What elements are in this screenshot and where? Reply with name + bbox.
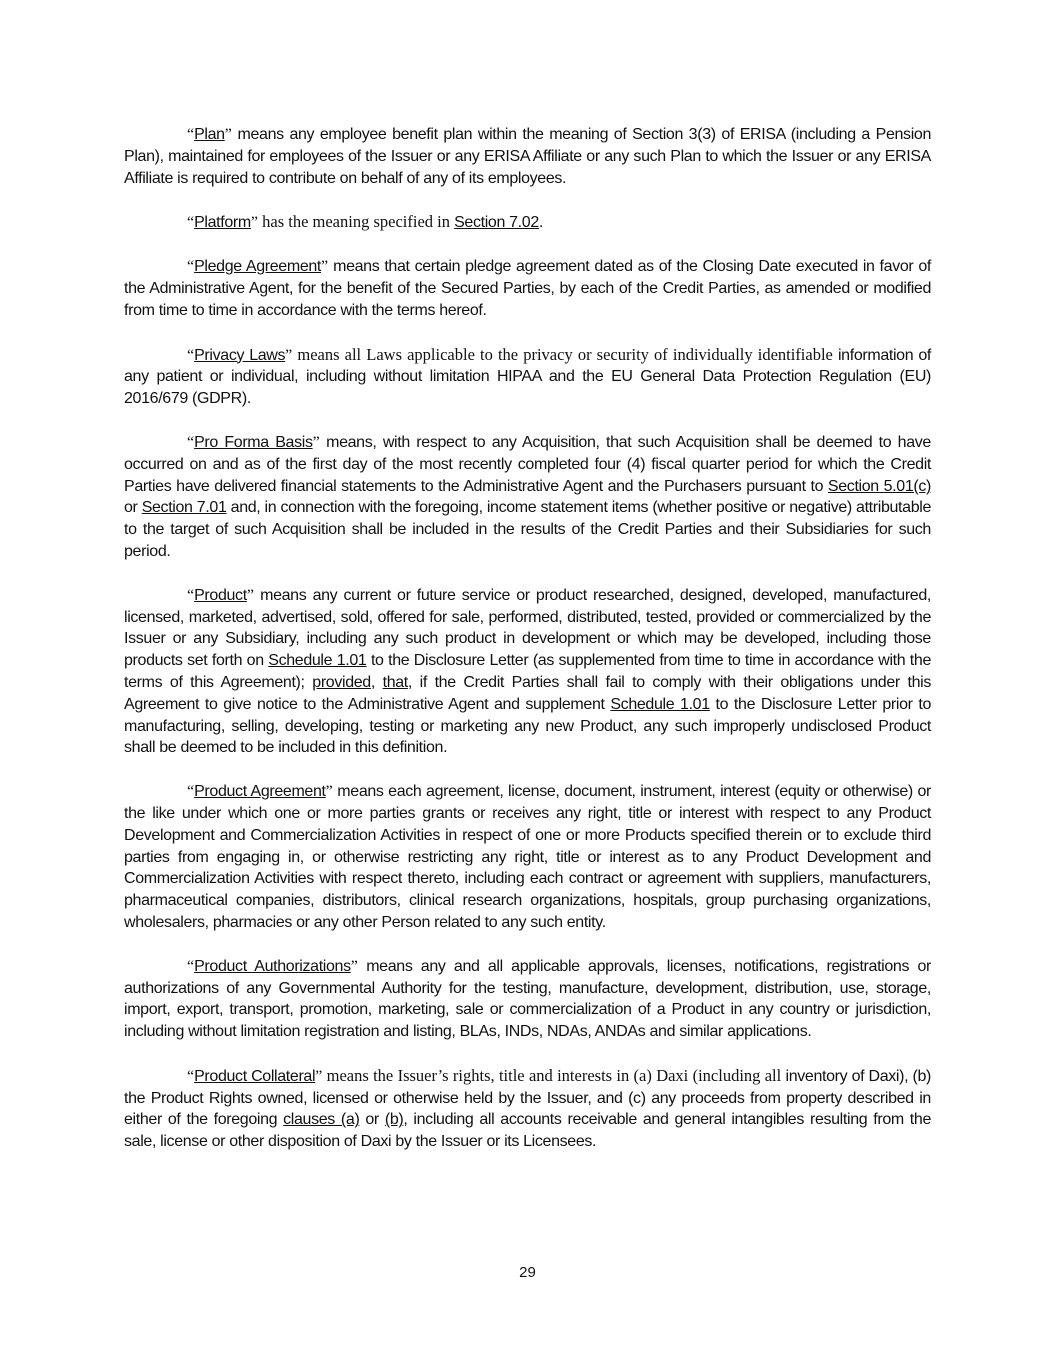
defined-term: Product Collateral (194, 1067, 316, 1085)
page-number: 29 (519, 1264, 536, 1281)
definition-text: means any current or future service or product researched, designed, developed, manufactured, licensed, marketed, advertised, sold, offered for sale, performed, distributed, tested, provided or commercialized by the Issuer or any Subsidiary, including any such product in development or which may be developed, including those products set forth on (124, 586, 931, 670)
defined-term: Product Authorizations (194, 957, 351, 975)
document-page (124, 124, 931, 1175)
open-quote: “ (187, 258, 195, 276)
definition-text: to the Disclosure Letter (as supplemented from time to time in accordance with the terms of this Agreement); (124, 652, 931, 691)
cross-reference: Section 7.01 (141, 499, 227, 517)
close-quote: ” (315, 1067, 323, 1085)
defined-term: Plan (194, 126, 225, 143)
defined-term: Privacy Laws (194, 346, 286, 364)
definition-text: and, in connection with the foregoing, income statement items (whether positive or negative) attributable to the target of such Acquisition shall be included in the results of the Credit Parties and their Subsidiaries for such period. (124, 499, 931, 560)
definition-text: inventory of Daxi), (b) the Product Rights owned, licensed or otherwise held by the Issuer, and (c) any proceeds from property described in either of the foregoing (124, 1067, 932, 1129)
definition-text: means that certain pledge agreement dated as of the Closing Date executed in favor of the Administrative Agent, for the benefit of the Secured Parties, by each of the Credit Parties, as amended or modified from time to time in accordance with the terms hereof. (124, 258, 931, 319)
close-quote: ” (321, 258, 329, 276)
definition-product-agreement (124, 781, 931, 934)
defined-term: Pledge Agreement (194, 258, 322, 276)
close-quote: ” (250, 214, 258, 232)
definition-pro-forma-basis (124, 432, 931, 563)
definition-text: has the meaning specified in (258, 212, 455, 232)
definition-text: . (538, 214, 543, 232)
cross-reference: Section 5.01(c) (827, 477, 931, 495)
definition-text: means all Laws applicable to the privacy or security of individually identifiable (292, 344, 833, 364)
definition-platform (124, 211, 931, 234)
cross-reference: that (382, 673, 408, 691)
open-quote: “ (187, 126, 195, 143)
definition-text: , if the Credit Parties shall fail to comply with their obligations under this Agreement to give notice to the Administrative Agent and supplement (124, 673, 931, 713)
close-quote: ” (224, 126, 232, 143)
close-quote: ” (312, 433, 320, 451)
close-quote: ” (285, 346, 293, 364)
close-quote: ” (246, 586, 254, 604)
cross-reference: Schedule 1.01 (610, 695, 710, 713)
defined-term: Product Agreement (194, 783, 326, 801)
defined-term: Platform (194, 214, 251, 232)
definition-product-authorizations (124, 956, 931, 1043)
definition-text: means each agreement, license, document, instrument, interest (equity or otherwise) or the like under which one or more parties grants or receives any right, title or interest with respect to any Product Development and Commercialization Activities in respect of one or more Products specified therein or to exclude third parties from engaging in, or otherwise restricting any right, title or interest as to any Product Development and Commercialization Activities with respect thereto, including each contract or agreement with suppliers, manufacturers, pharmaceutical companies, distributors, clinical research organizations, hospitals, group purchasing organizations, wholesalers, pharmacies or any other Person related to any such entity. (124, 783, 931, 931)
definition-privacy-laws (124, 344, 931, 410)
definition-text: means, with respect to any Acquisition, that such Acquisition shall be deemed to have occurred on and as of the first day of the most recently completed four (4) fiscal quarter period for which the Credit Parties have delivered financial statements to the Administrative Agent and the Purchasers pursuant to (124, 433, 931, 495)
defined-term: Pro Forma Basis (194, 433, 313, 451)
open-quote: “ (187, 346, 195, 364)
definition-plan (124, 124, 931, 189)
cross-reference: (b) (384, 1111, 404, 1129)
definition-text: or (124, 499, 142, 517)
cross-reference: provided (312, 673, 371, 691)
definition-pledge-agreement (124, 256, 931, 321)
open-quote: “ (187, 433, 195, 451)
definition-text: to the Disclosure Letter prior to manufacturing, selling, developing, testing or marketing any new Product, any such improperly undisclosed Product shall be deemed to be included in this definition. (124, 695, 932, 757)
cross-reference: Schedule 1.01 (268, 652, 367, 670)
definition-text: or (359, 1111, 385, 1129)
cross-reference: clauses (a) (283, 1111, 360, 1129)
close-quote: ” (350, 957, 358, 975)
open-quote: “ (187, 783, 195, 801)
open-quote: “ (187, 957, 195, 975)
open-quote: “ (187, 214, 195, 232)
cross-reference: Section 7.02 (454, 214, 539, 232)
defined-term: Product (194, 586, 247, 604)
definition-text: information of any patient or individual, including without limitation HIPAA and the EU General Data Protection Regulation (EU) 2016/679 (GDPR). (124, 346, 932, 408)
definition-text: means the Issuer’s rights, title and interests in (a) Daxi (including all (322, 1065, 782, 1085)
definition-text: , including all accounts receivable and general intangibles resulting from the sale, license or other disposition of Daxi by the Issuer or its Licensees. (124, 1111, 931, 1151)
definition-product (124, 585, 931, 759)
definition-text: means any employee benefit plan within the meaning of Section 3(3) of ERISA (including a Pension Plan), maintained for employees of the Issuer or any ERISA Affiliate or any such Plan to which the Issuer or any ERISA Affiliate is required to contribute on behalf of any of its employees. (124, 126, 931, 187)
definition-product-collateral (124, 1065, 931, 1153)
open-quote: “ (187, 1067, 195, 1085)
definition-text: , (370, 673, 383, 691)
open-quote: “ (187, 586, 195, 604)
definition-text: means any and all applicable approvals, licenses, notifications, registrations or authorizations of any Governmental Authority for the testing, manufacture, development, distribution, use, storage, import, export, transport, promotion, marketing, sale or commercialization of a Product in any country or jurisdiction, including without limitation registration and listing, BLAs, INDs, NDAs, ANDAs and similar applications. (124, 957, 931, 1041)
close-quote: ” (325, 783, 333, 801)
